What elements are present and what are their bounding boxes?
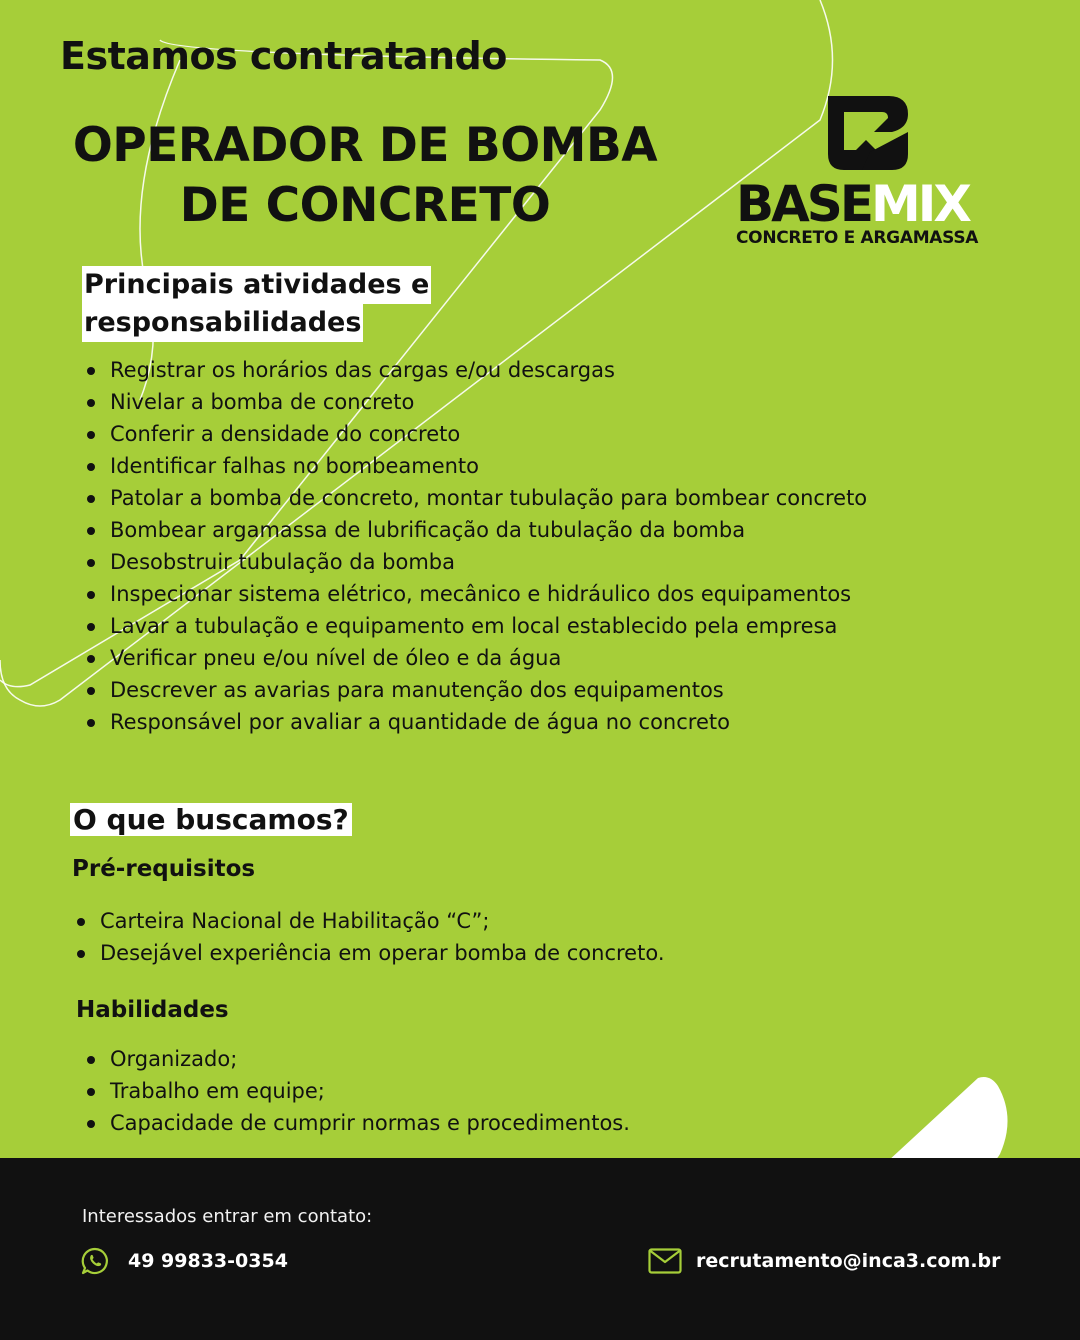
activities-heading-line-1: Principais atividades e [82,266,431,304]
list-item: Patolar a bomba de concreto, montar tubulação para bombear concreto [82,482,944,514]
basemix-logo-mark-icon [822,92,912,172]
skills-heading: Habilidades [76,997,229,1023]
list-item: Nivelar a bomba de concreto [82,386,944,418]
list-item: Bombear argamassa de lubrificação da tubulação da bomba [82,514,944,546]
list-item: Lavar a tubulação e equipamento em local establecido pela empresa [82,610,944,642]
list-item: Conferir a densidade do concreto [82,418,944,450]
prerequisites-list [72,905,872,969]
requirements-heading-text: O que buscamos? [70,803,352,836]
activities-heading [82,266,431,342]
activities-list [82,354,944,738]
wordmark-base: BASE [736,175,871,233]
phone-number[interactable]: 49 99833-0354 [128,1250,288,1272]
contact-lead: Interessados entrar em contato: [82,1206,373,1227]
job-title-line-1: OPERADOR DE BOMBA [72,118,658,173]
list-item: Responsável por avaliar a quantidade de água no concreto [82,706,944,738]
list-item: Carteira Nacional de Habilitação “C”; [72,905,872,937]
list-item: Identificar falhas no bombeamento [82,450,944,482]
basemix-wordmark [736,176,969,232]
list-item: Desejável experiência em operar bomba de concreto. [72,937,872,969]
activities-heading-line-2: responsabilidades [82,304,363,342]
contact-footer [0,1158,1080,1340]
list-item: Verificar pneu e/ou nível de óleo e da água [82,642,944,674]
list-item: Inspecionar sistema elétrico, mecânico e hidráulico dos equipamentos [82,578,944,610]
job-title-line-2: DE CONCRETO [179,178,551,233]
wordmark-mix: MIX [870,175,969,233]
list-item: Organizado; [82,1043,882,1075]
list-item: Descrever as avarias para manutenção dos equipamentos [82,674,944,706]
list-item: Registrar os horários das cargas e/ou descargas [82,354,944,386]
prerequisites-heading: Pré-requisitos [72,856,256,882]
hiring-eyebrow: Estamos contratando [60,34,507,78]
whatsapp-icon [80,1246,110,1276]
skills-list [82,1043,882,1139]
list-item: Capacidade de cumprir normas e procedimentos. [82,1107,882,1139]
list-item: Trabalho em equipe; [82,1075,882,1107]
basemix-logo [736,92,1012,262]
logo-tagline: CONCRETO E ARGAMASSA [736,228,979,248]
requirements-heading [70,800,352,840]
list-item: Desobstruir tubulação da bomba [82,546,944,578]
job-title [60,116,670,236]
phone-contact[interactable] [80,1246,288,1276]
email-contact[interactable] [648,1246,1001,1276]
email-address[interactable]: recrutamento@inca3.com.br [696,1250,1001,1272]
mail-icon [648,1248,682,1274]
